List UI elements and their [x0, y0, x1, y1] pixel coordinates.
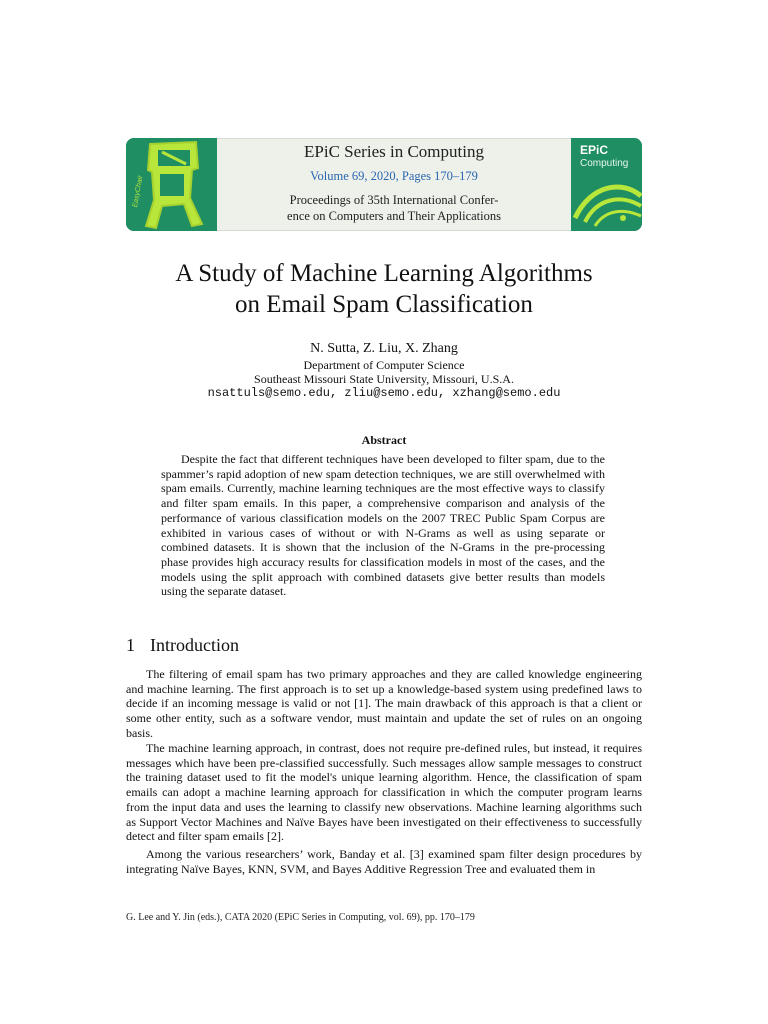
volume-link[interactable]: Volume 69, 2020, Pages 170–179: [310, 169, 478, 183]
paper-title-line-2: on Email Spam Classification: [235, 291, 533, 318]
proceedings-line-2: ence on Computers and Their Applications: [287, 209, 501, 223]
abstract-body: Despite the fact that different techniques have been developed to filter spam, due to the spammer’s rapid adoption of new spam detection techniques, we are still overwhelmed with spam emails. Currently, machine learning techniques are the most effective ways to classify and filter spam emails. In this paper, a comprehensive comparison and analysis of the performance of various classification models on the 2007 TREC Public Spam Corpus are exhibited in various cases of without or with N-Grams as well as using separate or combined datasets. It is shown that the inclusion of the N-Grams in the pre-processing phase provides high accuracy results for classification models in most of the cases, and the models using the split approach with combined datasets give better results than models using the separate dataset.: [161, 452, 605, 599]
proceedings-text: [217, 192, 571, 224]
paper-title: [100, 258, 668, 320]
intro-paragraph-3: Among the various researchers’ work, Banday et al. [3] examined spam filter design procedures by integrating Naïve Bayes, KNN, SVM, and Bayes Additive Regression Tree and evaluated them in: [126, 847, 642, 876]
brand-sub: Computing: [580, 158, 629, 169]
authors: N. Sutta, Z. Liu, X. Zhang: [310, 341, 458, 356]
paper-title-line-1: A Study of Machine Learning Algorithms: [175, 260, 593, 287]
section-heading-introduction: [126, 634, 239, 656]
easychair-logo: [126, 138, 217, 231]
series-title: EPiC Series in Computing: [304, 142, 484, 161]
brand-name: EPiC: [580, 143, 609, 157]
intro-paragraph-1: The filtering of email spam has two primary approaches and they are called knowledge engineering and machine learning. The first approach is to set up a knowledge-based system using predefined laws to decide if an incoming message is valid or not [1]. The main drawback of this approach is that a client or some other entity, such as a software vendor, must maintain and update the set of rules on an ongoing basis.: [126, 667, 642, 740]
section-title: Introduction: [150, 635, 239, 655]
logo-left-text: EasyChair: [131, 174, 145, 209]
abstract-heading: Abstract: [361, 433, 407, 447]
department: Department of Computer Science: [303, 358, 465, 372]
author-emails[interactable]: nsattuls@semo.edu, zliu@semo.edu, xzhang@semo.edu: [207, 386, 561, 400]
university: Southeast Missouri State University, Missouri, U.S.A.: [254, 372, 514, 386]
page-footer: G. Lee and Y. Jin (eds.), CATA 2020 (EPiC Series in Computing, vol. 69), pp. 170–179: [126, 912, 475, 923]
proceedings-line-1: Proceedings of 35th International Confer-: [289, 193, 499, 207]
intro-paragraph-2: The machine learning approach, in contrast, does not require pre-defined rules, but instead, it requires messages which have been pre-classified successfully. Such messages allow sample messages to construct the training dataset used to fit the model's unique learning algorithm. Hence, the classification of spam emails can adopt a machine learning approach for classification in which the computer program learns from the input data and uses the learning to classify new observations. Machine learning algorithms such as Support Vector Machines and Naïve Bayes have been investigated on their effectiveness to successfully detect and filter spam emails [2].: [126, 741, 642, 844]
section-number: 1: [126, 635, 135, 655]
